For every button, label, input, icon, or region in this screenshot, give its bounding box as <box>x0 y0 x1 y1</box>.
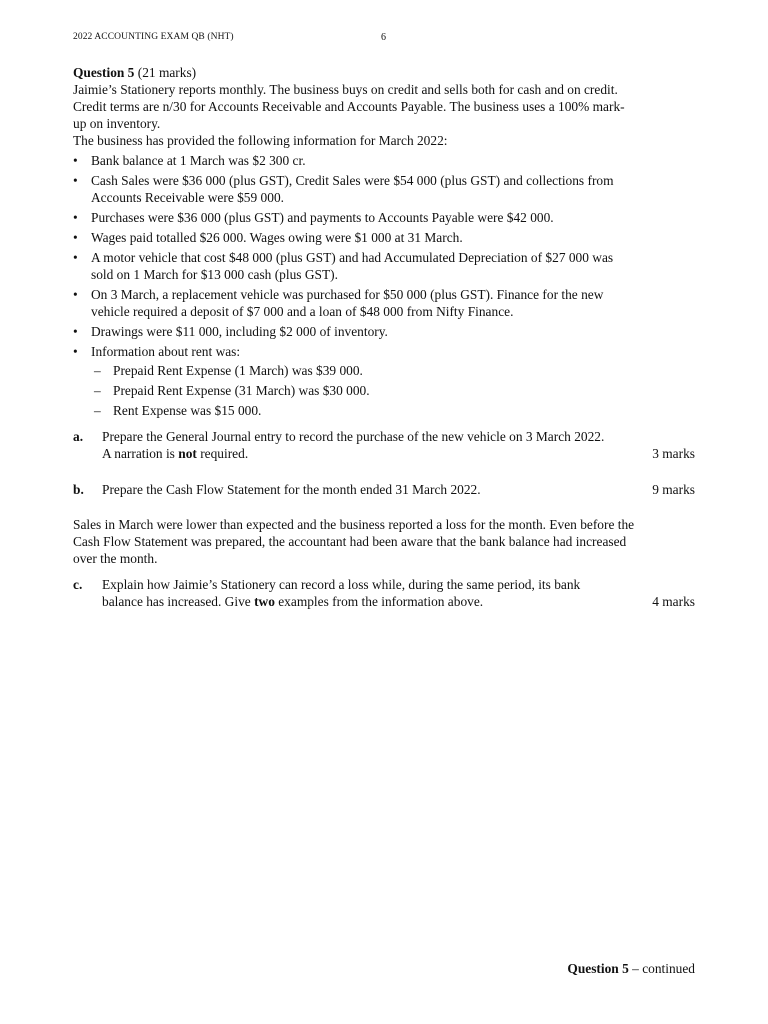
bullet-icon: • <box>73 153 78 168</box>
part-c <box>73 576 695 610</box>
question-marks: (21 marks) <box>137 65 197 80</box>
part-a-label: a. <box>73 429 84 444</box>
part-a-note: A narration is not required. <box>102 446 249 461</box>
list-item: • Information about rent was: – Prepaid Rent Expense (1 March) was $39 000. – Prepaid Rent Expense (31 March) was $30 000. – Rent Expense was $15 000. <box>73 343 636 419</box>
continued-footer: Question 5 – continued <box>567 961 695 976</box>
running-header: 2022 ACCOUNTING EXAM QB (NHT) <box>73 32 234 42</box>
rent-list <box>91 362 636 419</box>
list-item: • Drawings were $11 000, including $2 000 of inventory. <box>73 324 388 339</box>
info-list <box>73 152 695 419</box>
list-item: • Bank balance at 1 March was $2 300 cr. <box>73 153 306 168</box>
list-item: • On 3 March, a replacement vehicle was purchased for $50 000 (plus GST). Finance for the new vehicle required a deposit of $7 000 and a loan of $48 000 from Nifty Finance. <box>73 287 604 319</box>
part-c-text-2: balance has increased. Give two examples from the information above. <box>102 594 484 609</box>
list-item: • A motor vehicle that cost $48 000 (plus GST) and had Accumulated Depreciation of $27 000 was sold on 1 March for $13 000 cash (plus GST). <box>73 250 614 282</box>
bullet-icon: • <box>73 173 78 188</box>
question-title: Question 5 <box>73 65 135 80</box>
bullet-icon: • <box>73 210 78 225</box>
part-a <box>73 428 695 462</box>
part-a-text: Prepare the General Journal entry to record the purchase of the new vehicle on 3 March 2022. <box>102 429 605 444</box>
bullet-icon: • <box>73 344 78 359</box>
info-lead: The business has provided the following information for March 2022: <box>73 133 448 148</box>
part-c-text: Explain how Jaimie’s Stationery can record a loss while, during the same period, its bank <box>102 577 581 592</box>
part-c-label: c. <box>73 577 83 592</box>
question-body <box>73 64 695 610</box>
part-b-marks: 9 marks <box>652 482 695 497</box>
bullet-icon: • <box>73 287 78 302</box>
list-item: • Wages paid totalled $26 000. Wages owing were $1 000 at 31 March. <box>73 230 463 245</box>
dash-icon: – <box>94 403 101 418</box>
part-b-label: b. <box>73 482 84 497</box>
list-item: • Cash Sales were $36 000 (plus GST), Credit Sales were $54 000 (plus GST) and collections from Accounts Receivable were $59 000. <box>73 173 614 205</box>
bullet-icon: • <box>73 230 78 245</box>
part-a-marks: 3 marks <box>652 446 695 461</box>
page-number: 6 <box>381 32 386 43</box>
part-b <box>73 481 695 498</box>
rent-item: – Rent Expense was $15 000. <box>94 403 262 418</box>
bullet-icon: • <box>73 324 78 339</box>
question-intro: Jaimie’s Stationery reports monthly. The business buys on credit and sells both for cash and on credit. Credit terms are n/30 for Accounts Receivable and Accounts Payable. The business uses a 100% mark-up on inventory. <box>73 82 625 131</box>
dash-icon: – <box>94 363 101 378</box>
rent-item: – Prepaid Rent Expense (31 March) was $30 000. <box>94 383 370 398</box>
part-c-marks: 4 marks <box>652 594 695 609</box>
context-paragraph: Sales in March were lower than expected and the business reported a loss for the month. Even before the Cash Flow Statement was prepared, the accountant had been aware that the bank balance had increased over the month. <box>73 517 635 566</box>
list-item: • Purchases were $36 000 (plus GST) and payments to Accounts Payable were $42 000. <box>73 210 554 225</box>
part-b-text: Prepare the Cash Flow Statement for the month ended 31 March 2022. <box>102 482 481 497</box>
bullet-icon: • <box>73 250 78 265</box>
dash-icon: – <box>94 383 101 398</box>
rent-item: – Prepaid Rent Expense (1 March) was $39 000. <box>94 363 363 378</box>
question-heading <box>73 64 695 81</box>
